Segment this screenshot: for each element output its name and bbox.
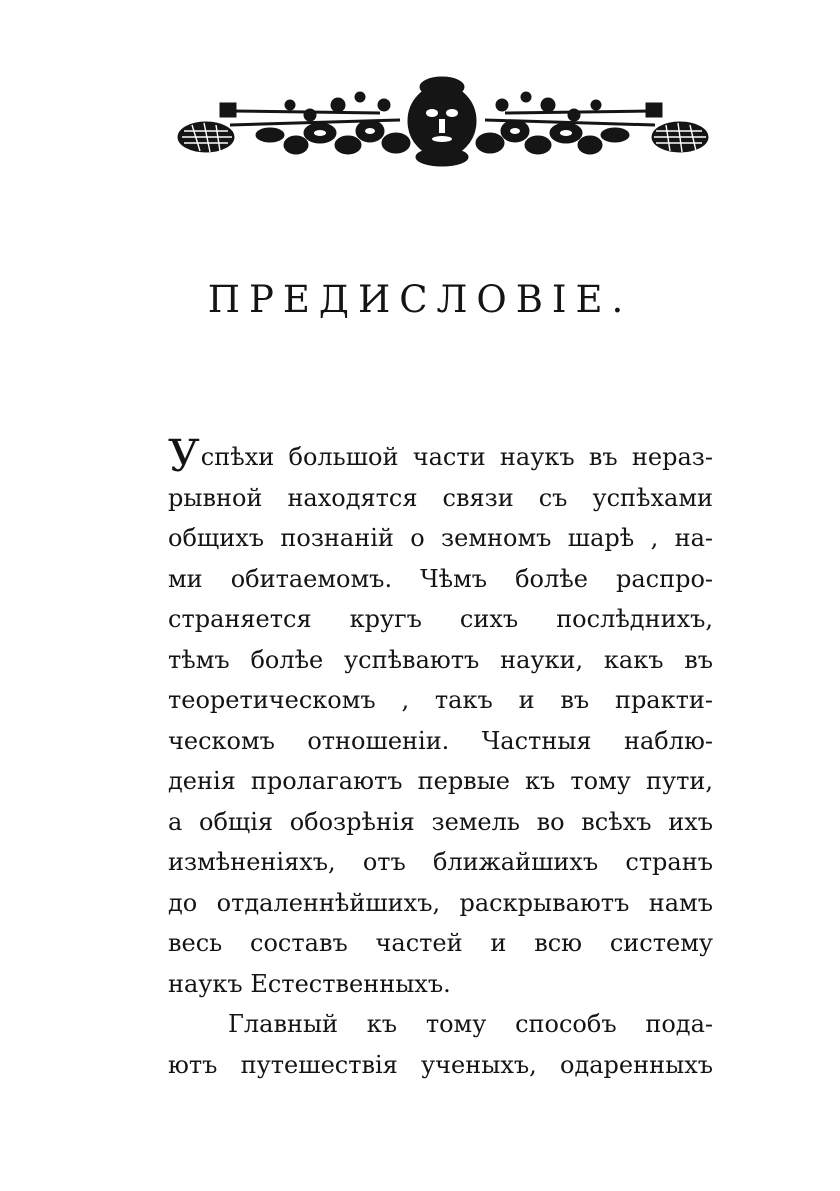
text-line: наукъ Естественныхъ. [168,969,451,998]
ornamental-headpiece-icon [170,75,715,167]
preface-text [168,431,713,1085]
text-line: рывной находятся связи съ успѣхами [168,483,713,512]
drop-cap: У [168,431,200,482]
text-line: денiя пролагаютъ первые къ тому пути, [168,767,713,795]
text-line: ческомъ отношенiи. Частныя наблю- [168,726,713,755]
text-line: ми обитаемомъ. Чѣмъ болѣе распро- [168,564,713,593]
text-line: до отдаленнѣйшихъ, раскрываютъ намъ [168,888,713,917]
text-line: измѣненiяхъ, отъ ближайшихъ странъ [168,848,713,876]
text-line: тѣмъ болѣе успѣваютъ науки, какъ въ [168,645,713,674]
text-line: весь составъ частей и всю систему [168,929,713,957]
text-line: а общiя обозрѣнiя земель во всѣхъ ихъ [168,807,713,836]
text-line: общихъ познанiй о земномъ шарѣ , на- [168,524,713,552]
text-line: ютъ путешествiя ученыхъ, одаренныхъ [168,1050,713,1079]
text-line: Главный къ тому способъ пода- [228,1010,713,1038]
text-line: страняется кругъ сихъ послѣднихъ, [168,605,713,633]
text-line: Успѣхи большой части наукъ въ нераз- [168,431,713,482]
page-title: ПРЕДИСЛОВIЕ. [207,278,633,321]
text-line: теоретическомъ , такъ и въ практи- [168,686,713,714]
